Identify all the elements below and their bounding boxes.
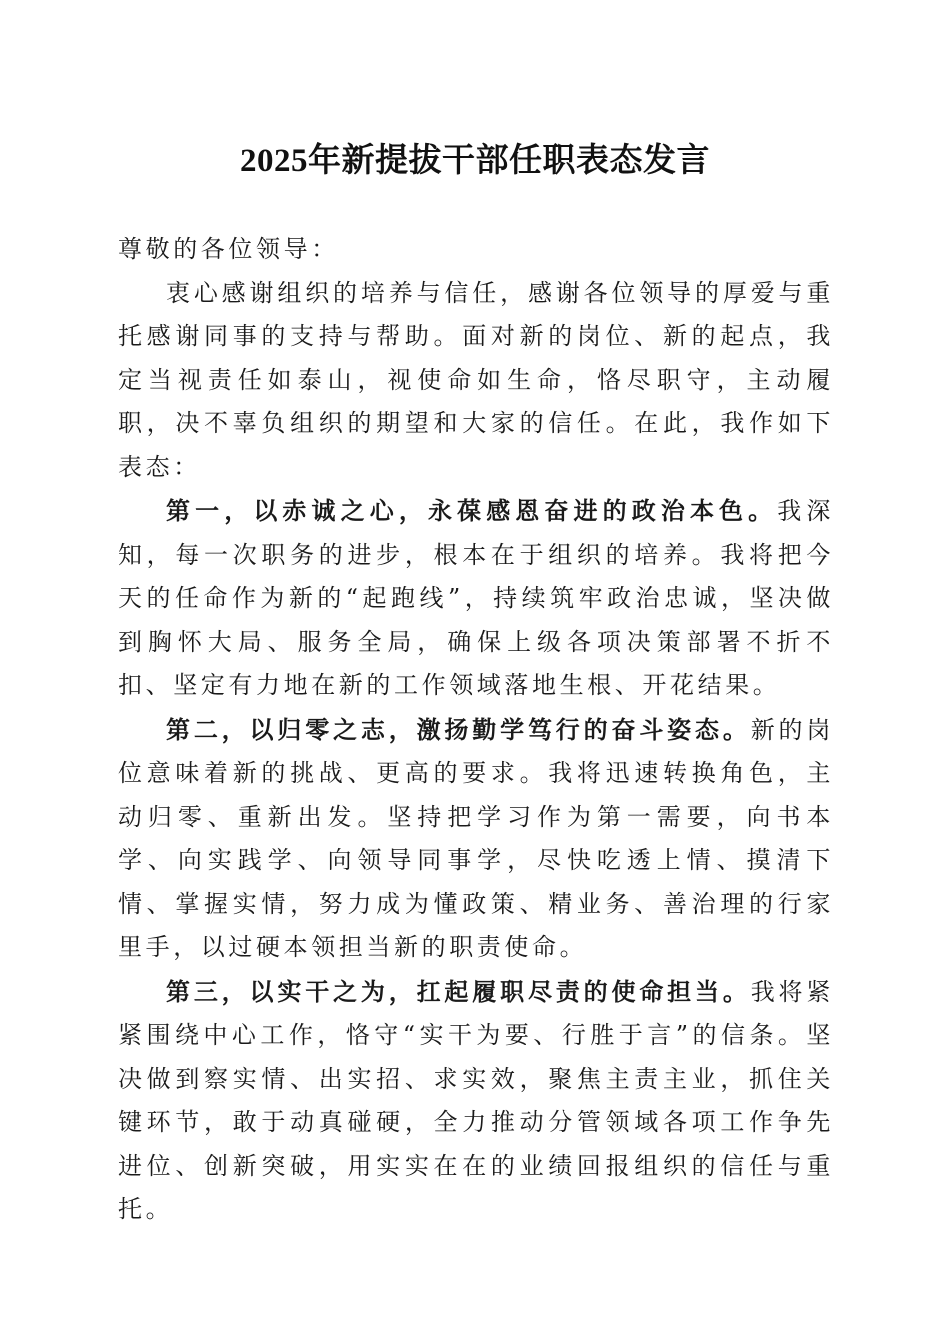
point-text-1: 我深知，每一次职务的进步，根本在于组织的培养。我将把今天的任命作为新的“起跑线”，持续筑牢政治忠诚，坚决做到胸怀大局、服务全局，确保上级各项决策部署不折不扣、坚定有力地在新的工作领域落地生根、开花结果。	[118, 497, 834, 699]
point-text-3: 我将紧紧围绕中心工作，恪守“实干为要、行胜于言”的信条。坚决做到察实情、出实招、求实效，聚焦主责主业，抓住关键环节，敢于动真碰硬，全力推动分管领域各项工作争先进位、创新突破，用实实在在的业绩回报组织的信任与重托。	[118, 977, 834, 1223]
point-lead-3: 第三，以实干之为，扛起履职尽责的使命担当。	[166, 976, 751, 1006]
salutation: 尊敬的各位领导：	[118, 235, 339, 263]
document-body	[118, 228, 834, 1232]
point-text-2: 新的岗位意味着新的挑战、更高的要求。我将迅速转换角色，主动归零、重新出发。坚持把学习作为第一需要，向书本学、向实践学、向领导同事学，尽快吃透上情、摸清下情、掌握实情，努力成为懂政策、精业务、善治理的行家里手，以过硬本领担当新的职责使命。	[118, 715, 834, 961]
point-lead-1: 第一，以赤诚之心，永葆感恩奋进的政治本色。	[166, 496, 778, 525]
document-title: 2025年新提拔干部任职表态发言	[240, 143, 710, 179]
point-paragraph-1	[118, 489, 834, 708]
point-paragraph-3	[118, 970, 834, 1232]
point-paragraph-2	[118, 708, 834, 970]
intro-paragraph: 衷心感谢组织的培养与信任，感谢各位领导的厚爱与重托感谢同事的支持与帮助。面对新的岗位、新的起点，我定当视责任如泰山，视使命如生命，恪尽职守，主动履职，决不辜负组织的期望和大家的信任。在此，我作如下表态：	[118, 278, 834, 481]
point-lead-2: 第二，以归零之志，激扬勤学笃行的奋斗姿态。	[166, 714, 751, 744]
